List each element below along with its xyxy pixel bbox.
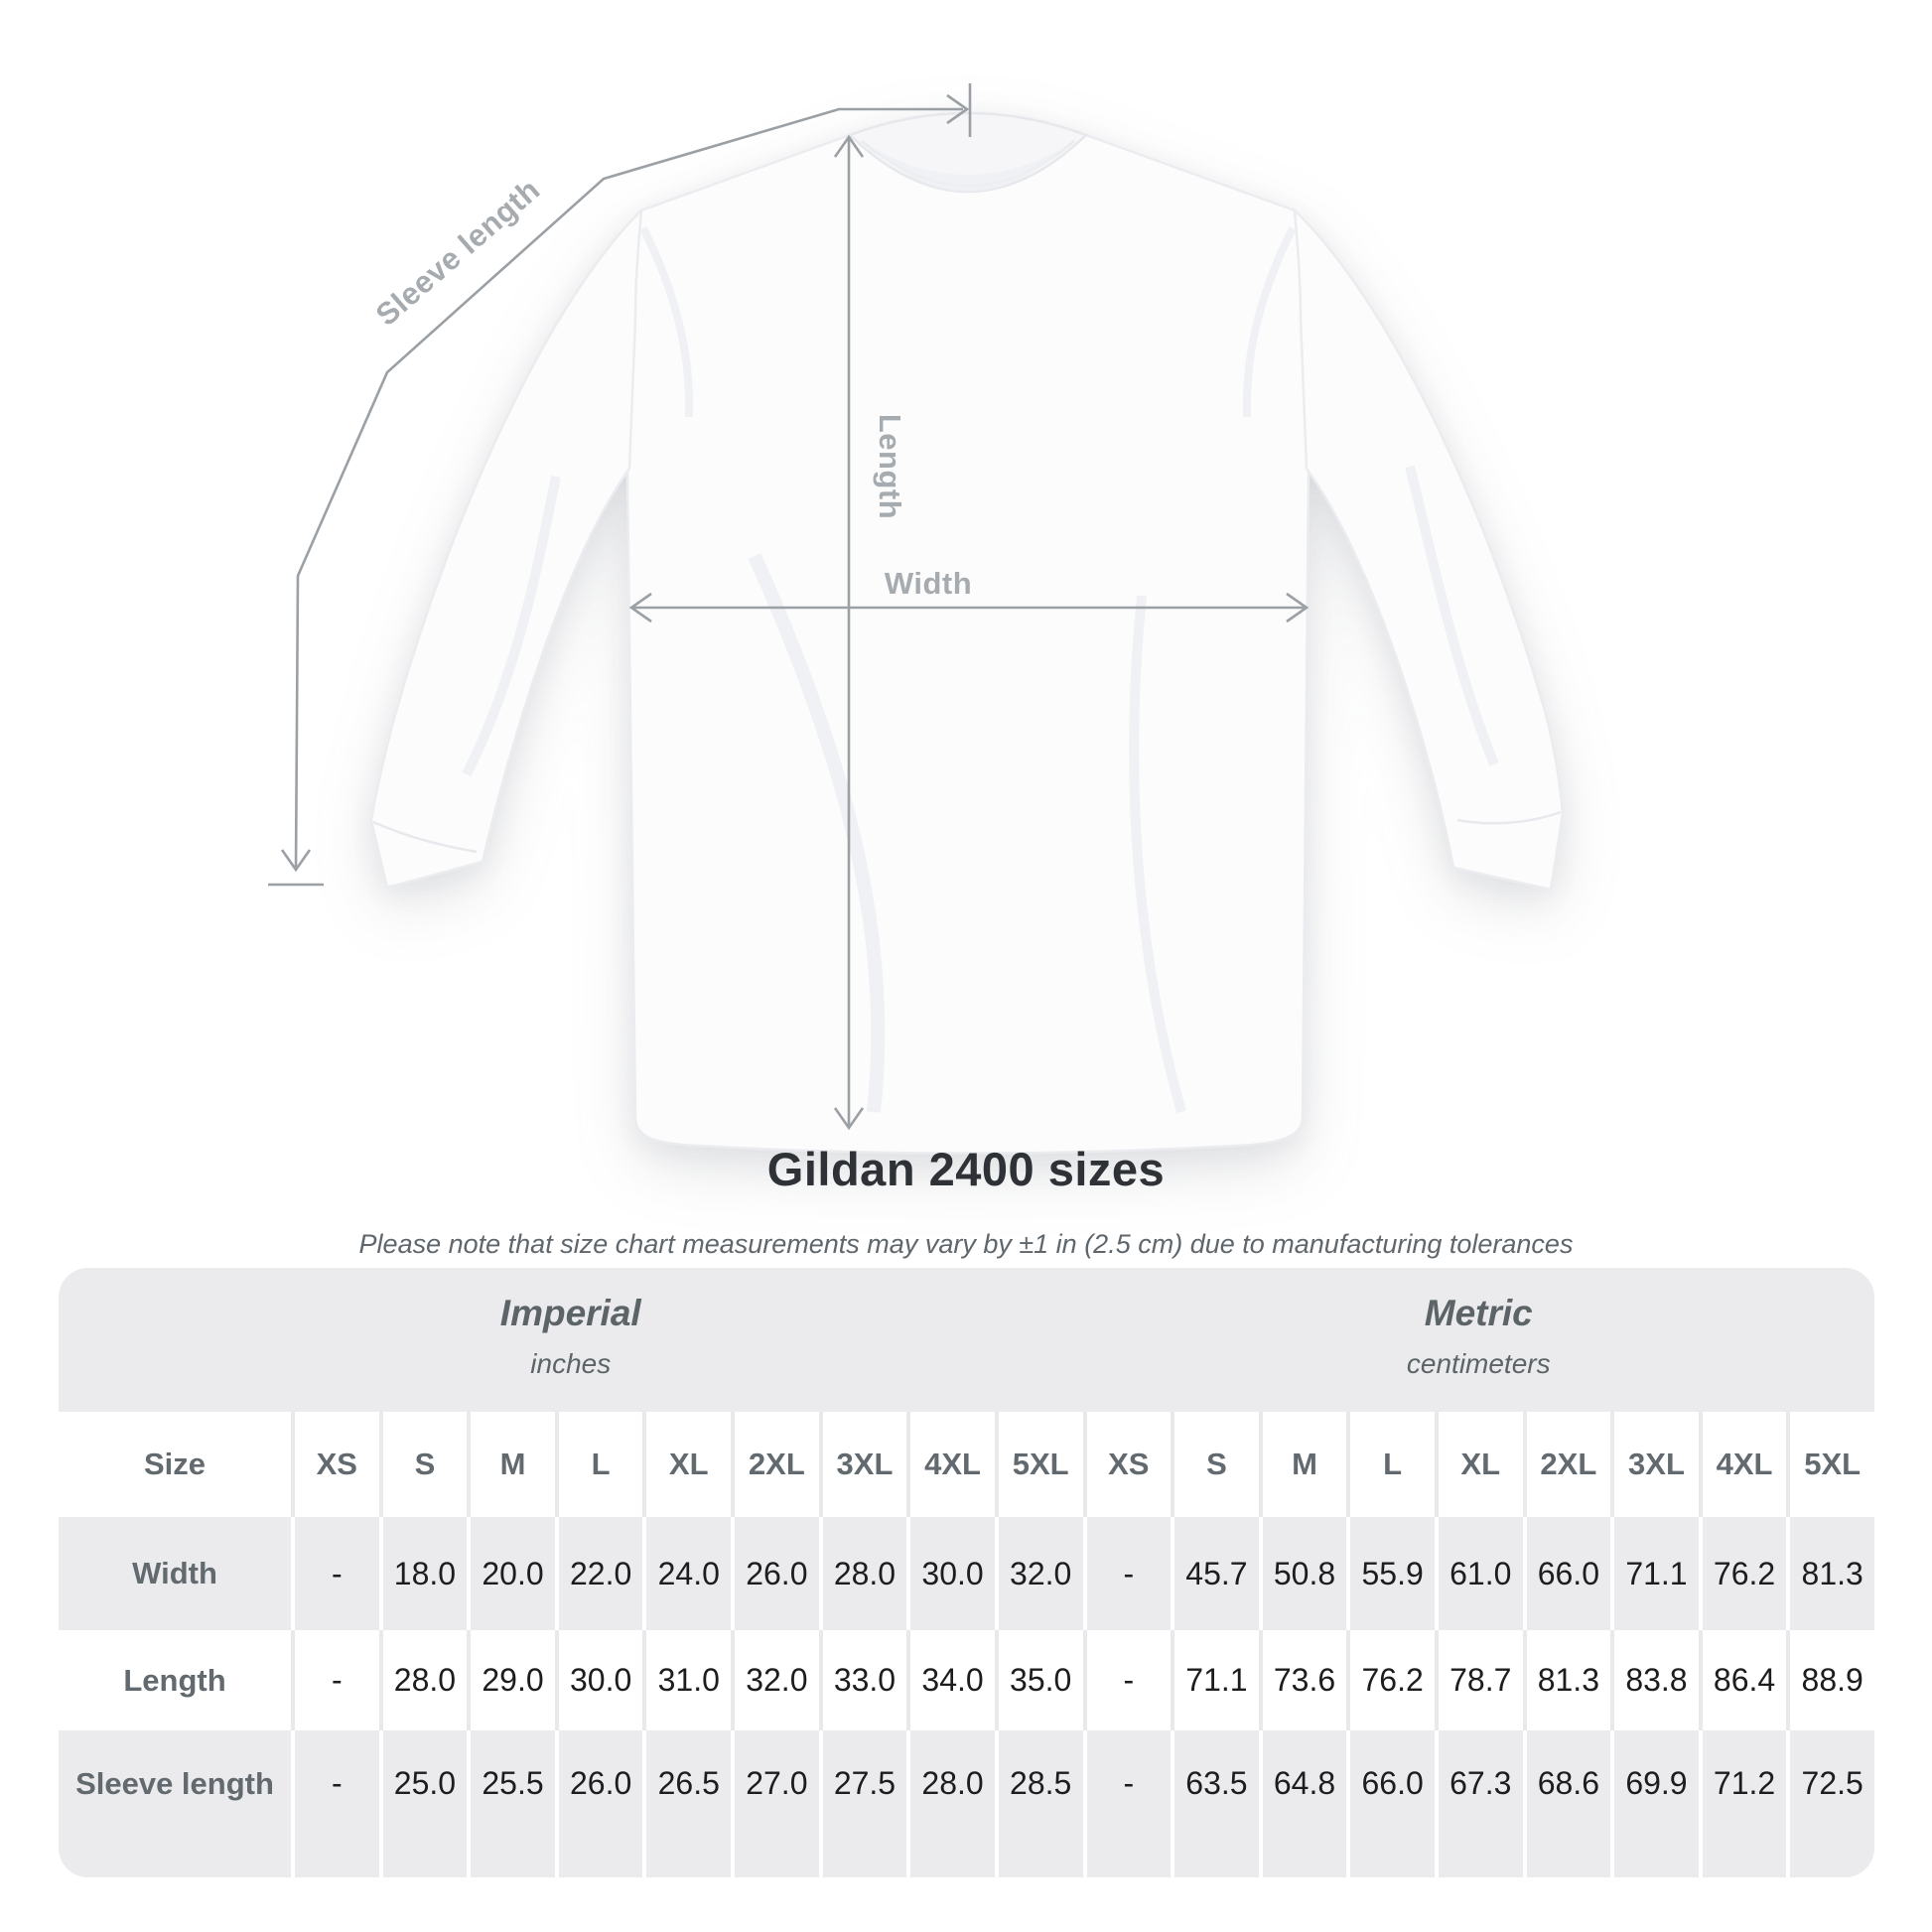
spacer-cell [1083,1837,1172,1877]
shirt-illustration [368,113,1563,1154]
measurement-cell [1346,1630,1435,1730]
table-row-sleeve-length [59,1730,1874,1837]
measurement-cell [906,1630,995,1730]
size-header-2xl-text: 2XL [748,1447,805,1481]
measurement-cell-text: 27.5 [833,1765,897,1801]
measurement-cell-text: 50.8 [1273,1555,1336,1591]
measurement-cell-text: 28.0 [393,1662,457,1698]
measurement-cell-text: 30.0 [921,1555,984,1591]
measurement-cell [1083,1517,1172,1630]
size-header-2xl [731,1412,819,1517]
measurement-cell-text: 81.3 [1801,1555,1863,1591]
size-header-s-text: S [1206,1447,1227,1481]
measurement-cell [379,1730,468,1837]
imperial-group-header [59,1268,1083,1412]
measurement-cell [995,1630,1083,1730]
measurement-cell [1699,1630,1787,1730]
measurement-cell [1346,1730,1435,1837]
measurement-cell-text: 26.0 [569,1765,632,1801]
measurement-cell-text: 30.0 [569,1662,632,1698]
measurement-cell [291,1517,379,1630]
measurement-cell-text: 66.0 [1361,1765,1424,1801]
measurement-cell-text: 32.0 [1010,1555,1072,1591]
size-header-xs [291,1412,379,1517]
measurement-cell [1610,1630,1699,1730]
measurement-cell [467,1730,555,1837]
spacer-cell [642,1837,731,1877]
measurement-cell [906,1730,995,1837]
measurement-cell [1786,1517,1874,1630]
measurement-cell-text: 20.0 [482,1555,544,1591]
size-header-3xl [1610,1412,1699,1517]
size-header-5xl [1786,1412,1874,1517]
size-header-s [379,1412,468,1517]
page-title: Gildan 2400 sizes [766,1143,1166,1195]
measurement-cell [642,1517,731,1630]
size-header-xs-text: XS [1108,1447,1150,1481]
spacer-cell [1699,1837,1787,1877]
measurement-cell-text: 24.0 [657,1555,720,1591]
size-header-3xl-text: 3XL [836,1447,894,1481]
measurement-cell-text: 61.0 [1449,1555,1512,1591]
spacer-cell [995,1837,1083,1877]
measurement-cell [379,1517,468,1630]
size-header-xl-text: XL [668,1447,709,1481]
size-header-3xl [819,1412,907,1517]
shirt-body [627,113,1310,1154]
size-header-5xl-text: 5XL [1804,1447,1862,1481]
size-header-m-text: M [499,1447,526,1481]
measurement-cell-text: 88.9 [1801,1662,1863,1698]
measurement-cell [731,1730,819,1837]
measurement-cell-text: - [331,1765,343,1801]
row-label [59,1517,291,1630]
measurement-cell [1083,1730,1172,1837]
measurement-cell [1786,1630,1874,1730]
size-header-l-text: L [1383,1447,1403,1481]
measurement-cell [731,1630,819,1730]
size-header-s-text: S [414,1447,436,1481]
measurement-cell [291,1630,379,1730]
measurement-cell-text: 32.0 [746,1662,808,1698]
measurement-cell [995,1730,1083,1837]
measurement-cell-text: 81.3 [1537,1662,1599,1698]
measurement-cell-text: 27.0 [746,1765,808,1801]
measurement-cell [1083,1630,1172,1730]
row-label [59,1730,291,1837]
spacer-cell [1346,1837,1435,1877]
measurement-cell [1435,1517,1523,1630]
measurement-cell-text: 76.2 [1713,1555,1776,1591]
size-header-xl [1435,1412,1523,1517]
size-header-m [1259,1412,1347,1517]
size-header-xs [1083,1412,1172,1517]
measurement-cell [1523,1630,1611,1730]
measurement-cell [1171,1630,1259,1730]
size-column-header [59,1412,291,1517]
measurement-cell-text: 78.7 [1449,1662,1512,1698]
measurement-cell-text: 26.5 [657,1765,720,1801]
measurement-cell [379,1630,468,1730]
page-subtitle: Please note that size chart measurements may vary by ±1 in (2.5 cm) due to manufacturing tolerances [358,1229,1574,1259]
size-header-xl-text: XL [1460,1447,1501,1481]
measurement-cell [1523,1730,1611,1837]
width-label: Width [884,566,973,601]
measurement-cell [642,1630,731,1730]
size-header-row [59,1412,1874,1517]
measurement-cell-text: - [1123,1555,1135,1591]
measurement-cell-text: - [1123,1765,1135,1801]
measurement-cell [731,1517,819,1630]
spacer-cell [379,1837,468,1877]
measurement-cell [1171,1730,1259,1837]
size-header-l [1346,1412,1435,1517]
measurement-cell [1786,1730,1874,1837]
size-header-xl [642,1412,731,1517]
measurement-cell-text: 28.0 [833,1555,897,1591]
measurement-cell-text: 71.1 [1185,1662,1248,1698]
measurement-cell-text: 66.0 [1537,1555,1599,1591]
measurement-cell [1610,1730,1699,1837]
row-label-text: Length [123,1662,226,1698]
spacer-cell [1610,1837,1699,1877]
measurement-cell-text: - [1123,1662,1135,1698]
measurement-cell [467,1517,555,1630]
metric-title: Metric [1424,1293,1533,1333]
measurement-cell-text: 29.0 [482,1662,544,1698]
measurement-cell-text: 71.1 [1625,1555,1688,1591]
spacer-cell [819,1837,907,1877]
measurement-cell [1435,1630,1523,1730]
measurement-cell-text: 76.2 [1361,1662,1424,1698]
spacer-cell [467,1837,555,1877]
measurement-cell-text: 22.0 [569,1555,632,1591]
spacer-cell [291,1837,379,1877]
measurement-cell-text: 71.2 [1713,1765,1776,1801]
measurement-cell [1699,1517,1787,1630]
measurement-cell-text: 73.6 [1273,1662,1336,1698]
sleeve-length-label: Sleeve length [368,172,547,333]
measurement-cell [1259,1730,1347,1837]
measurement-cell-text: 31.0 [657,1662,720,1698]
measurement-cell [819,1517,907,1630]
table-row-length [59,1630,1874,1730]
spacer-cell [1171,1837,1259,1877]
measurement-cell-text: 67.3 [1449,1765,1512,1801]
measurement-cell-text: 26.0 [746,1555,808,1591]
measurement-cell-text: 55.9 [1361,1555,1424,1591]
size-chart-table [59,1268,1874,1877]
row-label-text: Sleeve length [75,1765,274,1801]
imperial-title: Imperial [499,1293,641,1333]
measurement-cell-text: 68.6 [1537,1765,1599,1801]
measurement-cell [1346,1517,1435,1630]
measurement-cell [819,1630,907,1730]
measurement-cell-text: 28.0 [921,1765,984,1801]
spacer-cell [1523,1837,1611,1877]
measurement-cell-text: 33.0 [833,1662,897,1698]
measurement-cell [1699,1730,1787,1837]
metric-unit: centimeters [1406,1348,1551,1379]
measurement-cell [906,1517,995,1630]
measurement-cell-text: 83.8 [1625,1662,1688,1698]
measurement-cell-text: 64.8 [1273,1765,1336,1801]
measurement-cell-text: 69.9 [1625,1765,1688,1801]
measurement-cell-text: 45.7 [1185,1555,1248,1591]
size-header-2xl [1523,1412,1611,1517]
measurement-cell [819,1730,907,1837]
row-label-text: Width [132,1556,217,1590]
measurement-cell [555,1630,643,1730]
measurement-cell-text: 86.4 [1713,1662,1776,1698]
measurement-cell [995,1517,1083,1630]
measurement-cell [1435,1730,1523,1837]
measurement-cell [1171,1517,1259,1630]
size-header-5xl [995,1412,1083,1517]
size-header-4xl [906,1412,995,1517]
size-header-l [555,1412,643,1517]
size-header-m [467,1412,555,1517]
spacer-cell [1259,1837,1347,1877]
metric-group-header [1083,1268,1875,1412]
measurement-cell [467,1630,555,1730]
size-header-3xl-text: 3XL [1628,1447,1685,1481]
spacer-cell [1786,1837,1874,1877]
spacer-cell [555,1837,643,1877]
measurement-cell-text: 72.5 [1801,1765,1863,1801]
spacer-cell [59,1837,291,1877]
measurement-cell-text: 34.0 [921,1662,984,1698]
size-header-4xl-text: 4XL [924,1447,981,1481]
unit-group-row [59,1268,1874,1412]
size-header-2xl-text: 2XL [1540,1447,1597,1481]
measurement-cell [1259,1517,1347,1630]
size-column-header-text: Size [143,1447,207,1481]
size-header-5xl-text: 5XL [1012,1447,1069,1481]
measurement-cell-text: 25.0 [393,1765,457,1801]
measurement-cell-text: - [331,1555,343,1591]
spacer-cell [1435,1837,1523,1877]
size-header-l-text: L [591,1447,611,1481]
measurement-cell-text: 18.0 [393,1555,457,1591]
measurement-cell [291,1730,379,1837]
measurement-cell-text: 35.0 [1010,1662,1072,1698]
measurement-cell-text: 25.5 [482,1765,544,1801]
size-header-4xl-text: 4XL [1716,1447,1773,1481]
size-header-m-text: M [1292,1447,1317,1481]
measurement-cell-text: - [331,1662,343,1698]
measurement-cell [555,1730,643,1837]
measurement-cell [642,1730,731,1837]
spacer-cell [731,1837,819,1877]
table-row-width [59,1517,1874,1630]
measurement-cell-text: 63.5 [1185,1765,1248,1801]
row-label [59,1630,291,1730]
measurement-cell [1259,1630,1347,1730]
measurement-cell [1610,1517,1699,1630]
size-header-s [1171,1412,1259,1517]
spacer-cell [906,1837,995,1877]
measurement-cell [1523,1517,1611,1630]
table-bottom-spacer [59,1837,1874,1877]
imperial-unit: inches [530,1348,612,1379]
measurement-cell-text: 28.5 [1010,1765,1072,1801]
measurement-cell [555,1517,643,1630]
length-label: Length [873,413,907,520]
size-header-xs-text: XS [316,1447,357,1481]
size-header-4xl [1699,1412,1787,1517]
